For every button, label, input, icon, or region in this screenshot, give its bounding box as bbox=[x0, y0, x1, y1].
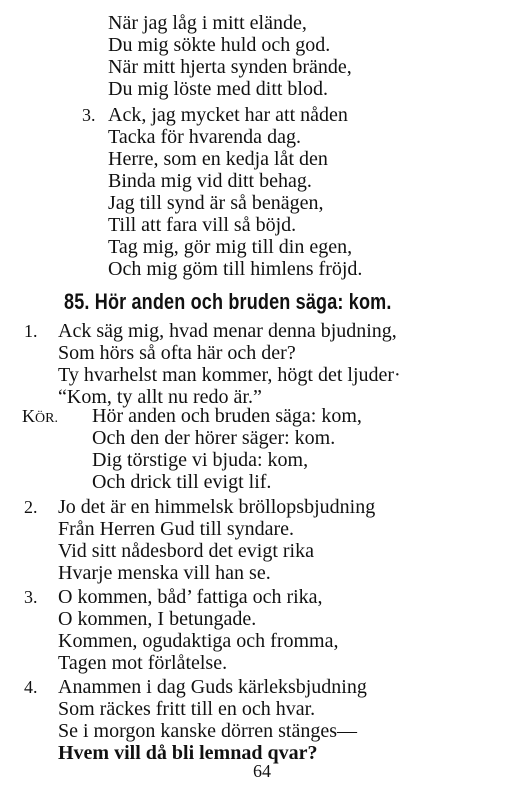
verse-line: Se i morgon kanske dörren stänges— bbox=[58, 720, 358, 742]
verse-line: Som hörs så ofta här och der? bbox=[58, 342, 296, 364]
verse-line: O kommen, båd’ fattiga och rika, bbox=[58, 586, 323, 608]
verse-line: Jo det är en himmelsk bröllopsbjudning bbox=[58, 496, 376, 518]
verse-line: Till att fara vill så böjd. bbox=[108, 214, 297, 236]
chorus-label-rest: ÖR. bbox=[35, 411, 58, 426]
verse-line: Du mig löste med ditt blod. bbox=[108, 78, 328, 100]
verse-line: Ack, jag mycket har att nåden bbox=[108, 104, 348, 126]
hymn-title: 85. Hör anden och bruden säga: kom. bbox=[64, 289, 392, 314]
verse-line: Vid sitt nådesbord det evigt rika bbox=[58, 540, 314, 562]
verse-line: Herre, som en kedja låt den bbox=[108, 148, 328, 170]
verse-line: Tacka för hvarenda dag. bbox=[108, 126, 301, 148]
stanza-number: 2. bbox=[24, 497, 38, 517]
stanza-number: 3. bbox=[24, 587, 38, 607]
verse-line: Jag till synd är så benägen, bbox=[108, 192, 324, 214]
stanza-number: 3. bbox=[82, 105, 96, 125]
verse-line: Och mig göm till himlens fröjd. bbox=[108, 258, 363, 280]
chorus-label bbox=[22, 405, 58, 430]
verse-line: Tagen mot förlåtelse. bbox=[58, 652, 228, 674]
verse-line: Dig törstige vi bjuda: kom, bbox=[92, 449, 309, 471]
verse-line: Från Herren Gud till syndare. bbox=[58, 518, 295, 540]
page-number: 64 bbox=[253, 761, 271, 781]
chorus-label-initial: K bbox=[22, 406, 35, 426]
verse-line: Hvem vill då bli lemnad qvar? bbox=[58, 742, 318, 764]
verse-line: När jag låg i mitt elände, bbox=[108, 12, 307, 34]
verse-line: När mitt hjerta synden brände, bbox=[108, 56, 352, 78]
verse-line: “Kom, ty allt nu redo är.” bbox=[58, 386, 262, 408]
verse-line: Du mig sökte huld och god. bbox=[108, 34, 331, 56]
verse-line: Ack säg mig, hvad menar denna bjudning, bbox=[58, 320, 397, 342]
verse-line: Och drick till evigt lif. bbox=[92, 471, 272, 493]
verse-line: Binda mig vid ditt behag. bbox=[108, 170, 312, 192]
verse-line: Och den der hörer säger: kom. bbox=[92, 427, 336, 449]
stanza-number: 1. bbox=[24, 321, 38, 341]
verse-line: Hvarje menska vill han se. bbox=[58, 562, 271, 584]
verse-line: O kommen, I betungade. bbox=[58, 608, 257, 630]
verse-line: Hör anden och bruden säga: kom, bbox=[92, 405, 362, 427]
verse-line: Som räckes fritt till en och hvar. bbox=[58, 698, 316, 720]
verse-line: Kommen, ogudaktiga och fromma, bbox=[58, 630, 339, 652]
stanza-number: 4. bbox=[24, 677, 38, 697]
verse-line: Anammen i dag Guds kärleksbjudning bbox=[58, 676, 367, 698]
verse-line: Ty hvarhelst man kommer, högt det ljuder· bbox=[58, 364, 401, 386]
verse-line: Tag mig, gör mig till din egen, bbox=[108, 236, 353, 258]
